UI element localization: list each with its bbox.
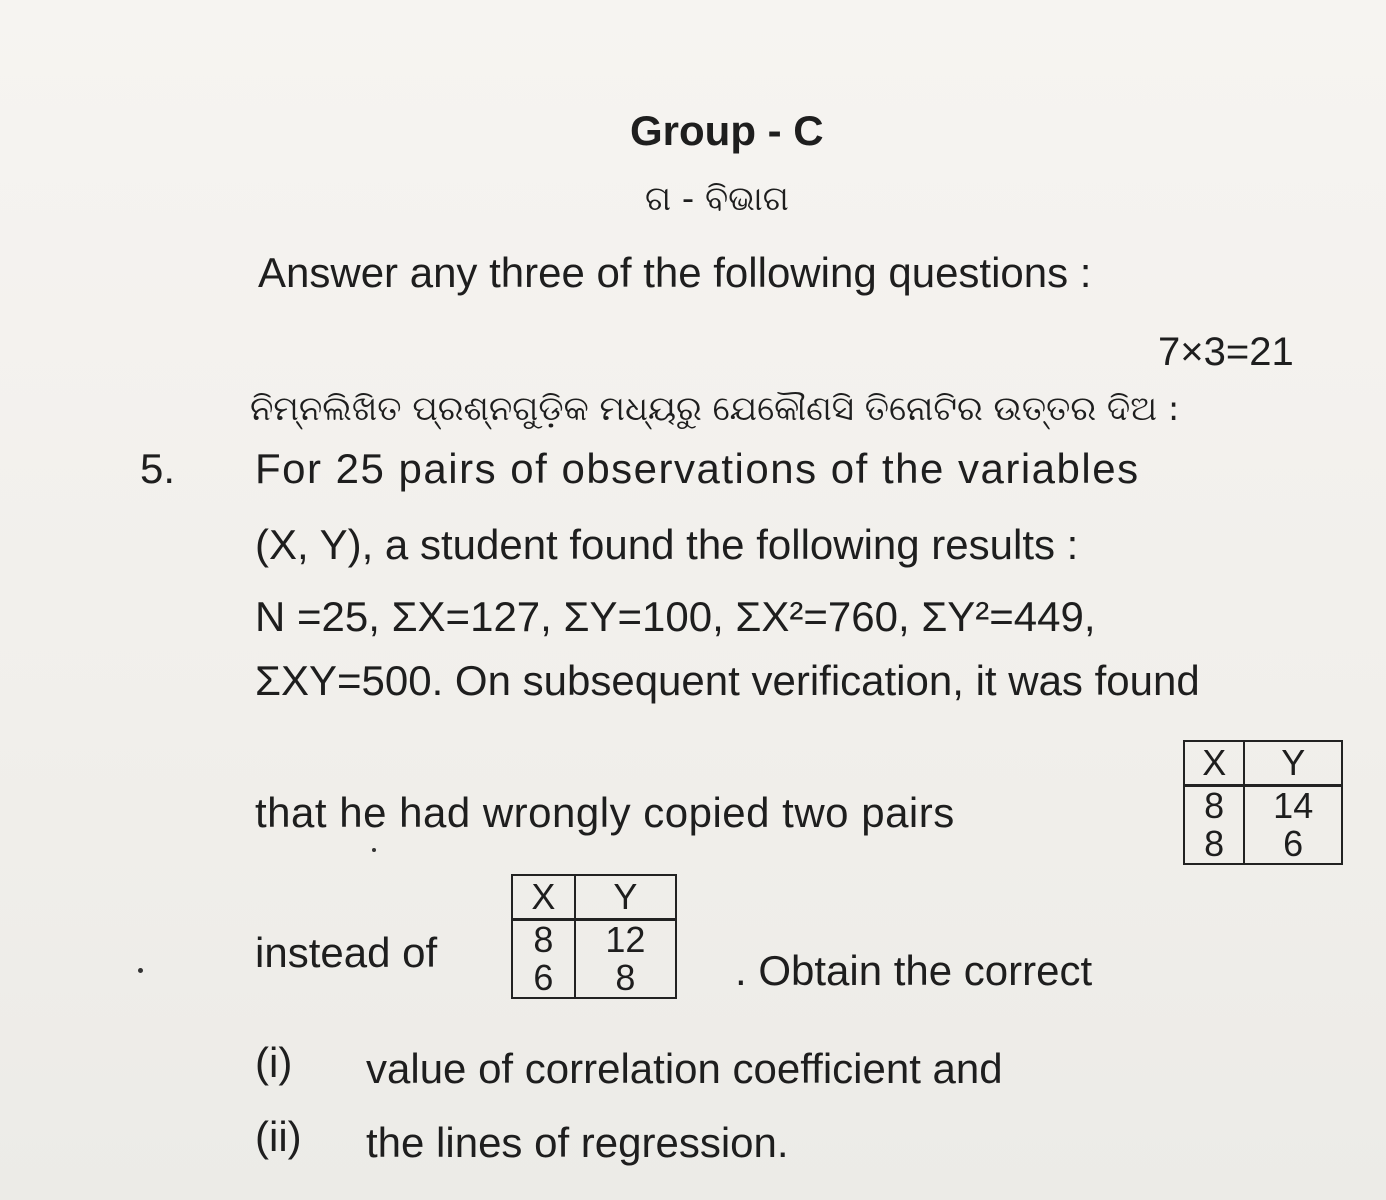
question-line-4: ΣXY=500. On subsequent verification, it was found	[255, 657, 1200, 704]
instruction-text-odia: ନିମ୍ନଲିଖିତ ପ୍ରଶ୍ନଗୁଡ଼ିକ ମଧ୍ୟରୁ ଯେକୌଣସି ତିନୋଟିର ଉତ୍ତର ଦିଅ :	[250, 389, 1180, 429]
table-cell: 14	[1244, 786, 1342, 826]
question-line-7: . Obtain the correct	[735, 947, 1093, 994]
instruction-text: Answer any three of the following questions :	[258, 249, 1092, 296]
table-row	[512, 920, 676, 960]
table-cell: 8	[1184, 825, 1244, 864]
part-ii-text: the lines of regression.	[366, 1119, 789, 1166]
print-speck	[372, 848, 376, 852]
table-cell: 8	[575, 959, 676, 998]
table-header-y: Y	[575, 875, 676, 920]
table-row	[512, 959, 676, 998]
table-header-x: X	[512, 875, 575, 920]
table-cell: 8	[512, 920, 575, 960]
table-header-row	[512, 875, 676, 920]
table-cell: 8	[1184, 786, 1244, 826]
table-cell: 6	[512, 959, 575, 998]
part-i-text: value of correlation coefficient and	[366, 1045, 1003, 1092]
table-header-y: Y	[1244, 741, 1342, 786]
question-number: 5.	[140, 445, 176, 492]
table-row	[1184, 786, 1342, 826]
question-line-2: (X, Y), a student found the following results :	[255, 521, 1079, 568]
group-title-odia: ଗ - ବିଭାଗ	[645, 179, 789, 219]
marks-scheme: 7×3=21	[1158, 330, 1294, 374]
question-line-3: N =25, ΣX=127, ΣY=100, ΣX²=760, ΣY²=449,	[255, 593, 1096, 640]
wrong-pairs-table	[1183, 740, 1343, 865]
table-header-row	[1184, 741, 1342, 786]
group-title: Group - C	[630, 107, 824, 154]
question-line-1: For 25 pairs of observations of the variables	[255, 445, 1140, 492]
table-cell: 6	[1244, 825, 1342, 864]
correct-pairs-table	[511, 874, 677, 999]
part-i-number: (i)	[255, 1039, 293, 1086]
question-line-5: that he had wrongly copied two pairs	[255, 789, 955, 836]
table-header-x: X	[1184, 741, 1244, 786]
table-cell: 12	[575, 920, 676, 960]
question-line-6: instead of	[255, 929, 438, 976]
table-row	[1184, 825, 1342, 864]
print-speck	[138, 968, 143, 973]
part-ii-number: (ii)	[255, 1113, 302, 1160]
